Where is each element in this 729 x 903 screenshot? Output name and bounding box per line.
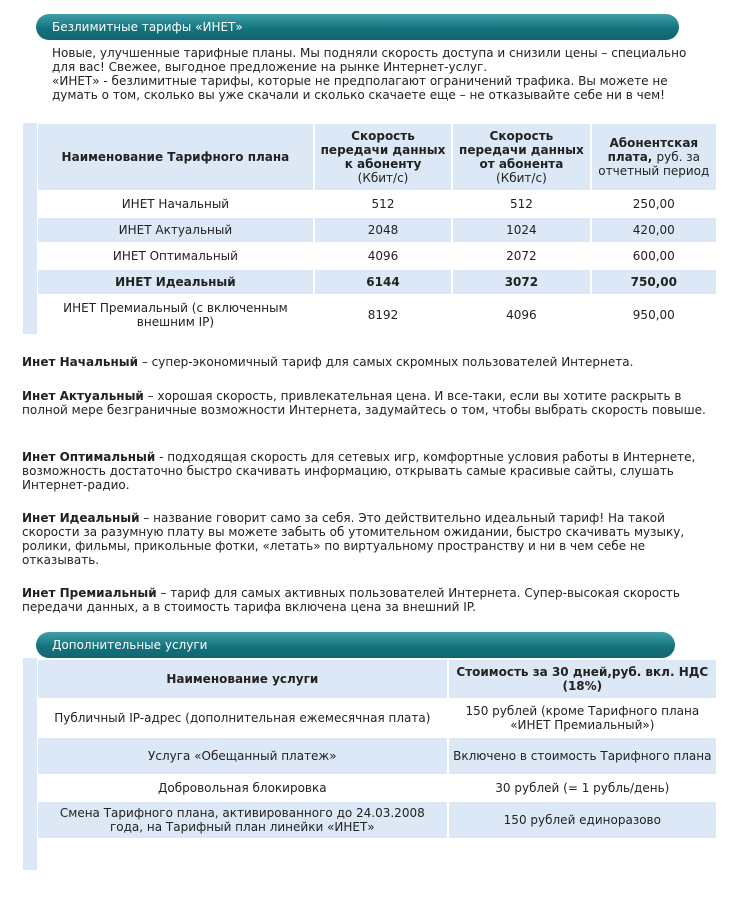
table-row (38, 802, 716, 838)
monthly-fee: 250,00 (632, 197, 675, 211)
plan-description-text: - подходящая скорость для сетевых игр, комфортные условия работы в Интернете, возможность достаточно быстро скачивать информацию, открывать самые красивые сайты, слушать Интернет-радио. (22, 450, 696, 492)
service-name: Смена Тарифного плана, активированного до 24.03.2008 года, на Тарифный план линейки «ИНЕТ» (38, 802, 447, 838)
plan-description-title: Инет Актуальный (22, 389, 144, 403)
plan-description (22, 355, 712, 369)
column-header-plan-name: Наименование Тарифного плана (38, 124, 313, 190)
plan-name: ИНЕТ Актуальный (38, 218, 313, 242)
plan-description-title: Инет Начальный (22, 355, 139, 369)
column-header-download-speed: Скорость передачи данных к абоненту (Кбит/с) (315, 124, 451, 190)
plan-description-text: – супер-экономичный тариф для самых скромных пользователей Интернета. (138, 355, 634, 369)
plan-description-title: Инет Идеальный (22, 511, 140, 525)
column-header-service-name: Наименование услуги (38, 660, 447, 698)
table-row (38, 244, 716, 268)
plan-description-text: – хорошая скорость, привлекательная цена. И все-таки, если вы хотите раскрыть в полной мере безграничные возможности Интернета, задумайтесь о том, чтобы выбрать скорость повыше. (22, 389, 706, 417)
column-header-upload-speed: Скорость передачи данных от абонента (Кбит/с) (453, 124, 589, 190)
upload-speed: 512 (509, 197, 533, 211)
column-header-monthly-fee: Абонентская плата, руб. за отчетный период (592, 124, 716, 190)
plan-name: ИНЕТ Начальный (121, 197, 230, 211)
download-speed: 2048 (315, 218, 451, 242)
plan-description (22, 586, 712, 614)
table-row-highlighted (38, 270, 716, 294)
service-price: 150 рублей единоразово (449, 802, 716, 838)
service-price: Включено в стоимость Тарифного плана (449, 738, 716, 774)
service-name: Добровольная блокировка (158, 781, 327, 795)
table-row (38, 738, 716, 774)
table-row (38, 776, 716, 800)
download-speed: 512 (371, 197, 395, 211)
plan-name: ИНЕТ Идеальный (38, 270, 313, 294)
service-name: Услуга «Обещанный платеж» (38, 738, 447, 774)
monthly-fee: 750,00 (592, 270, 716, 294)
section-header-title: Дополнительные услуги (52, 638, 208, 652)
column-header-service-price: Стоимость за 30 дней,руб. вкл. НДС (18%) (449, 660, 716, 698)
plan-name: ИНЕТ Премиальный (с включенным внешним IP) (63, 301, 288, 329)
table-header-row (38, 124, 716, 190)
intro-paragraph: Новые, улучшенные тарифные планы. Мы подняли скорость доступа и снизили цены – специально для вас! Свежее, выгодное предложение на рынке Интернет-услуг. (52, 46, 687, 74)
table-row (38, 218, 716, 242)
download-speed: 8192 (367, 308, 399, 322)
download-speed: 6144 (315, 270, 451, 294)
plan-description-text: – тариф для самых активных пользователей Интернета. Супер-высокая скорость передачи данных, а в стоимость тарифа включена цена за внешний IP. (22, 586, 680, 614)
monthly-fee: 950,00 (632, 308, 675, 322)
section-header-services (36, 632, 675, 658)
plan-name: ИНЕТ Оптимальный (112, 249, 238, 263)
services-table (36, 658, 718, 840)
table-header-row (38, 660, 716, 698)
plan-description-title: Инет Оптимальный (22, 450, 156, 464)
intro-paragraph: «ИНЕТ» - безлимитные тарифы, которые не предполагают ограничений трафика. Вы можете не думать о том, сколько вы уже скачали и сколько скачаете еще – не отказывайте себе ни в чем! (52, 74, 668, 102)
table-row (38, 700, 716, 736)
intro-text (52, 46, 712, 102)
service-name: Публичный IP-адрес (дополнительная ежемесячная плата) (54, 711, 431, 725)
plan-description-text: – название говорит само за себя. Это действительно идеальный тариф! На такой скорости за разумную плату вы можете забыть об утомительном ожидании, быстро скачивать музыку, ролики, фильмы, прикольные фотки, «летать» по виртуальному пространству и ни в чем себе не отказывать. (22, 511, 685, 567)
table-side-bar (23, 123, 37, 334)
monthly-fee: 420,00 (592, 218, 716, 242)
download-speed: 4096 (367, 249, 399, 263)
upload-speed: 1024 (453, 218, 589, 242)
table-row (38, 296, 716, 334)
section-header-tariffs (36, 14, 679, 40)
upload-speed: 4096 (506, 308, 537, 322)
table-side-bar (23, 658, 37, 870)
section-header-title: Безлимитные тарифы «ИНЕТ» (52, 20, 243, 34)
plan-description (22, 450, 712, 492)
plan-description (22, 389, 712, 417)
plan-description-title: Инет Премиальный (22, 586, 157, 600)
plan-description (22, 511, 712, 567)
upload-speed: 3072 (453, 270, 589, 294)
upload-speed: 2072 (506, 249, 537, 263)
tariff-table (36, 122, 718, 336)
monthly-fee: 600,00 (632, 249, 675, 263)
service-price: 30 рублей (= 1 рубль/день) (495, 781, 670, 795)
table-row (38, 192, 716, 216)
service-price: 150 рублей (кроме Тарифного плана «ИНЕТ Премиальный») (465, 704, 700, 732)
